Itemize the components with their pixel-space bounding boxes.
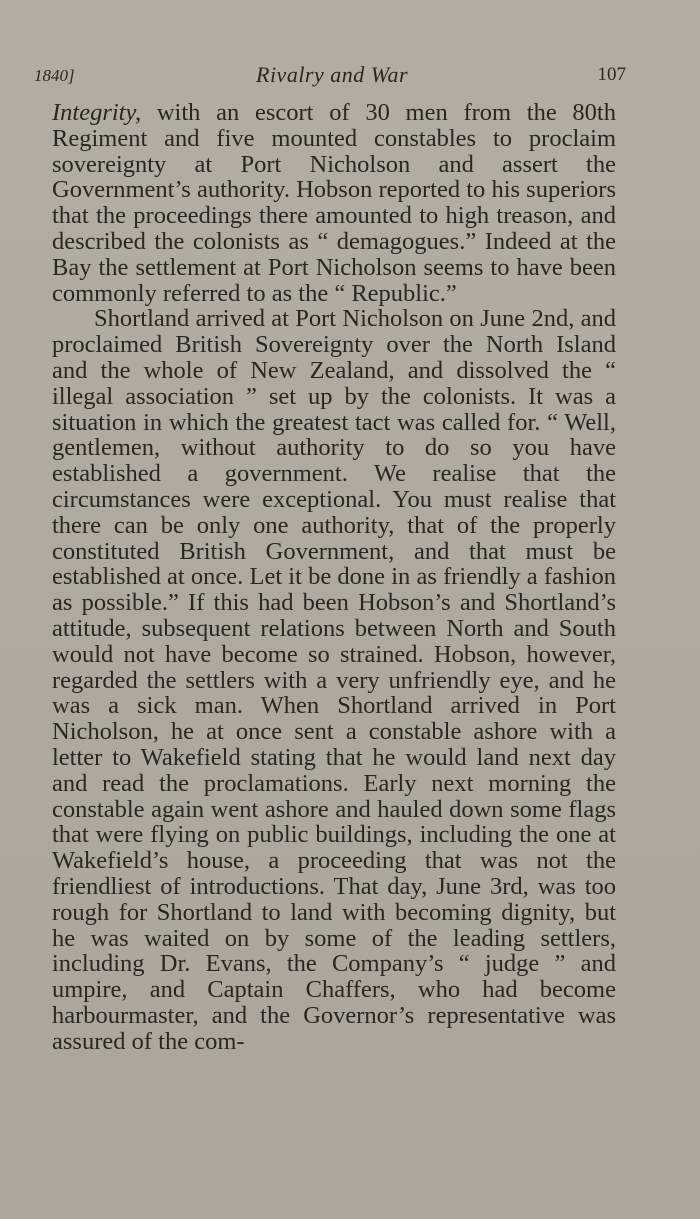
paragraph-1-text: with an escort of 30 men from the 80th Regiment and five mounted constables to proclaim sovereignty at Port Nicholson and assert the Government’s authority. Hobson reported to his superiors that the proceedings there amounted to high treason, and described the colonists as “ demagogues.” Indeed at the Bay the settlement at Port Nicholson seems to have been commonly referred to as the “ Republic.” bbox=[52, 99, 616, 307]
running-header bbox=[34, 62, 626, 92]
paragraph-1 bbox=[52, 100, 616, 306]
paragraph-2: Shortland arrived at Port Nicholson on June 2nd, and proclaimed British Sovereignty over the North Island and the whole of New Zealand, and dissolved the “ illegal association ” set up by the colonists. It was a situation in which the greatest tact was called for. “ Well, gentlemen, without authority to do so you have established a government. We realise that the circumstances were exceptional. You must realise that there can be only one authority, that of the properly constituted British Government, and that must be established at once. Let it be done in as friendly a fashion as possible.” If this had been Hobson’s and Shortland’s attitude, subsequent relations between North and South would not have become so strained. Hobson, however, regarded the settlers with a very unfriendly eye, and he was a sick man. When Shortland arrived in Port Nicholson, he at once sent a constable ashore with a letter to Wakefield stating that he would land next day and read the proclamations. Early next morning the constable again went ashore and hauled down some flags that were flying on public buildings, including the one at Wakefield’s house, a proceeding that was not the friendliest of introductions. That day, June 3rd, was too rough for Shortland to land with becoming dignity, but he was waited on by some of the leading settlers, including Dr. Evans, the Company’s “ judge ” and umpire, and Captain Chaffers, who had become harbourmaster, and the Governor’s representative was assured of the com- bbox=[52, 305, 616, 1055]
header-title: Rivalry and War bbox=[256, 62, 409, 87]
body-text bbox=[52, 100, 616, 1054]
page-number: 107 bbox=[597, 64, 626, 85]
header-year: 1840] bbox=[34, 66, 75, 85]
italic-ship-name: Integrity, bbox=[52, 99, 142, 126]
